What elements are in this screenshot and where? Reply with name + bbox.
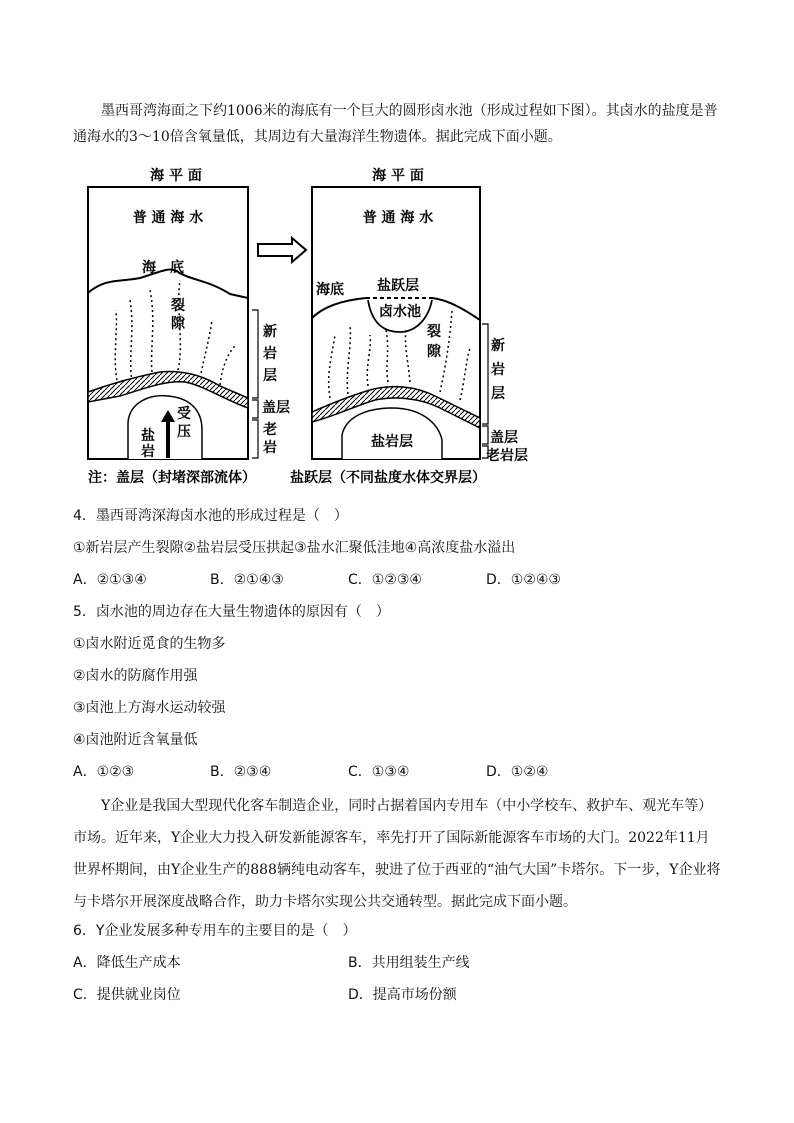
right-layer-brace bbox=[482, 324, 488, 458]
left-salt-rock-label-1: 盐 bbox=[141, 428, 155, 444]
right-brine-pool-label: 卤水池 bbox=[379, 304, 421, 320]
right-seabed-label: 海底 bbox=[316, 282, 344, 298]
q6-stem: 6．Y企业发展多种专用车的主要目的是（ ） bbox=[73, 923, 357, 939]
left-pressure-arch-label-1: 受 bbox=[177, 406, 191, 422]
q6-option-c[interactable]: C．提供就业岗位 bbox=[73, 987, 181, 1003]
left-ordinary-water-label: 普 通 海 水 bbox=[132, 210, 204, 226]
left-new-rock-label-2: 岩 bbox=[263, 346, 277, 362]
right-fissure-label-2: 隙 bbox=[427, 344, 441, 360]
right-ordinary-water-label: 普 通 海 水 bbox=[362, 210, 434, 226]
left-fissure-label-1: 裂 bbox=[171, 298, 185, 314]
q6-option-d[interactable]: D．提高市场份额 bbox=[348, 987, 457, 1003]
note-left: 注：盖层（封堵深部流体） bbox=[88, 470, 256, 486]
passage-1: 墨西哥湾海面之下约1006米的海底有一个巨大的圆形卤水池（形成过程如下图）。其卤水的盐度是普通海水的3～10倍含氧量低，其周边有大量海洋生物遗体。据此完成下面小题。 bbox=[73, 103, 718, 145]
q6-option-a[interactable]: A．降低生产成本 bbox=[73, 955, 181, 971]
left-salt-rock-label-2: 岩 bbox=[141, 444, 155, 460]
q4-option-b[interactable]: B．②①④③ bbox=[210, 572, 284, 588]
q5-option-d[interactable]: D．①②④ bbox=[486, 764, 549, 780]
q5-option-c[interactable]: C．①③④ bbox=[348, 764, 410, 780]
left-old-rock-label-1: 老 bbox=[263, 422, 277, 438]
q5-option-b[interactable]: B．②③④ bbox=[210, 764, 272, 780]
left-layer-brace bbox=[252, 310, 258, 458]
right-halocline-label: 盐跃层 bbox=[377, 278, 419, 294]
q4-option-d[interactable]: D．①②④③ bbox=[486, 572, 561, 588]
left-sea-level-label: 海 平 面 bbox=[150, 168, 202, 184]
left-new-rock-label-3: 层 bbox=[263, 368, 277, 384]
right-new-rock-label-1: 新 bbox=[491, 338, 505, 354]
passage-2: Y企业是我国大型现代化客车制造企业，同时占据着国内专用车（中小学校车、救护车、观光车等）市场。近年来，Y企业大力投入研发新能源客车，率先打开了国际新能源客车市场的大门。2022年11月世界杯期间，由Y企业生产的888辆纯电动客车，驶进了位于西亚的“油气大国”卡塔尔。下一步，Y企业将与卡塔尔开展深度战略合作，助力卡塔尔实现公共交通转型。据此完成下面小题。 bbox=[73, 798, 721, 910]
q5-stem: 5．卤水池的周边存在大量生物遗体的原因有（ ） bbox=[73, 604, 390, 620]
left-new-rock-label-1: 新 bbox=[263, 324, 277, 340]
q4-stem: 4．墨西哥湾深海卤水池的形成过程是（ ） bbox=[73, 508, 348, 524]
q4-option-c[interactable]: C．①②③④ bbox=[348, 572, 422, 588]
right-old-rock-label: 老岩层 bbox=[486, 448, 528, 464]
q5-item-4: ④卤池附近含氧量低 bbox=[73, 732, 198, 748]
q5-option-a[interactable]: A．①②③ bbox=[73, 764, 135, 780]
right-cap-label: 盖层 bbox=[490, 430, 518, 446]
q5-item-3: ③卤池上方海水运动较强 bbox=[73, 700, 226, 716]
right-salt-rock-label: 盐岩层 bbox=[371, 434, 413, 450]
process-arrow bbox=[258, 238, 306, 262]
left-pressure-arch-label-2: 压 bbox=[177, 424, 191, 440]
left-cap-label: 盖层 bbox=[262, 400, 290, 416]
q4-items: ①新岩层产生裂隙②盐岩层受压拱起③盐水汇聚低洼地④高浓度盐水溢出 bbox=[73, 540, 516, 556]
q4-option-a[interactable]: A．②①③④ bbox=[73, 572, 147, 588]
left-seabed-label: 海 底 bbox=[142, 260, 184, 276]
left-fissures bbox=[115, 280, 236, 385]
brine-pool-diagram bbox=[0, 160, 794, 560]
left-old-rock-label-2: 岩 bbox=[263, 440, 277, 456]
right-sea-level-label: 海 平 面 bbox=[372, 168, 424, 184]
note-right: 盐跃层（不同盐度水体交界层） bbox=[290, 470, 486, 486]
q5-item-2: ②卤水的防腐作用强 bbox=[73, 668, 198, 684]
q5-item-1: ①卤水附近觅食的生物多 bbox=[73, 636, 226, 652]
right-new-rock-label-2: 岩 bbox=[491, 362, 505, 378]
q6-option-b[interactable]: B．共用组装生产线 bbox=[348, 955, 470, 971]
left-fissure-label-2: 隙 bbox=[171, 316, 185, 332]
right-new-rock-label-3: 层 bbox=[491, 386, 505, 402]
right-fissure-label-1: 裂 bbox=[427, 324, 441, 340]
